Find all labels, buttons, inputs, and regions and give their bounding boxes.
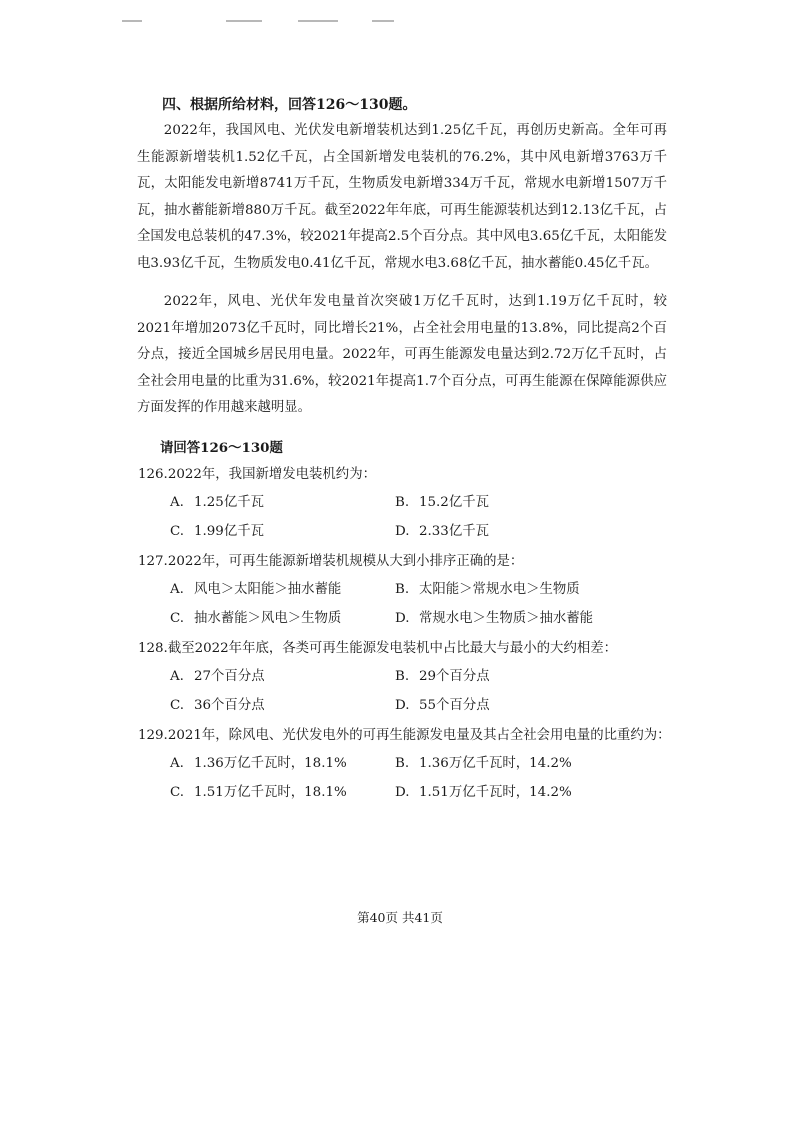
option-b[interactable] [395,754,572,774]
question-text: 截至2022年年底，各类可再生能源发电装机中占比最大与最小的大约相差： [167,641,618,656]
option-c[interactable] [170,696,265,716]
question-128 [138,639,678,723]
option-letter: A. [170,669,184,684]
option-text: 抽水蓄能＞风电＞生物质 [194,611,342,626]
question-stem [138,726,678,746]
option-text: 27个百分点 [194,669,265,684]
option-text: 2.33亿千瓦 [419,524,489,539]
question-text: 2021年，除风电、光伏发电外的可再生能源发电量及其占全社会用电量的比重约为： [167,728,671,743]
option-text: 15.2亿千瓦 [419,495,489,510]
question-text: 2022年，我国新增发电装机约为： [167,467,376,482]
option-letter: D. [395,698,410,713]
option-letter: C. [170,698,185,713]
option-text: 太阳能＞常规水电＞生物质 [419,582,580,597]
option-text: 1.25亿千瓦 [194,495,264,510]
option-text: 29个百分点 [419,669,490,684]
option-list [138,667,678,723]
material-paragraph-1: 2022年，我国风电、光伏发电新增装机达到1.25亿千瓦，再创历史新高。全年可再生能源新增装机1.52亿千瓦，占全国新增发电装机的76.2%，其中风电新增3763万千瓦，太阳能发电新增8741万千瓦，生物质发电新增334万千瓦，常规水电新增1507万千瓦，抽水蓄能新增880万千瓦。截至2022年年底，可再生能源装机达到12.13亿千瓦，占全国发电总装机的47.3%，较2021年提高2.5个百分点。其中风电3.65亿千瓦，太阳能发电3.93亿千瓦，生物质发电0.41亿千瓦，常规水电3.68亿千瓦，抽水蓄能0.45亿千瓦。 [137,123,667,271]
question-126 [138,465,678,549]
option-letter: A. [170,495,184,510]
question-number: 129. [138,728,168,743]
page-number-footer: 第40页 共41页 [357,910,443,925]
option-letter: C. [170,524,185,539]
option-a[interactable] [170,580,341,600]
option-b[interactable] [395,580,580,600]
scan-artifact [372,20,394,22]
option-text: 1.51万亿千瓦时，18.1% [194,785,347,800]
option-letter: D. [395,611,410,626]
question-number: 128. [138,641,168,656]
option-text: 36个百分点 [194,698,265,713]
option-text: 常规水电＞生物质＞抽水蓄能 [419,611,594,626]
option-c[interactable] [170,783,347,803]
option-letter: D. [395,785,410,800]
option-d[interactable] [395,783,572,803]
option-letter: D. [395,524,410,539]
questions-prompt: 请回答126～130题 [160,440,283,456]
option-a[interactable] [170,493,264,513]
question-stem [138,552,678,572]
option-letter: C. [170,785,185,800]
option-text: 55个百分点 [419,698,490,713]
option-a[interactable] [170,754,347,774]
question-number: 127. [138,554,168,569]
option-text: 1.36万亿千瓦时，18.1% [194,756,347,771]
option-a[interactable] [170,667,265,687]
option-letter: B. [395,495,410,510]
option-list [138,493,678,549]
question-text: 2022年，可再生能源新增装机规模从大到小排序正确的是： [167,554,524,569]
option-c[interactable] [170,609,341,629]
option-d[interactable] [395,609,593,629]
option-text: 1.99亿千瓦 [194,524,264,539]
option-letter: B. [395,669,410,684]
option-text: 风电＞太阳能＞抽水蓄能 [194,582,342,597]
option-list [138,754,678,810]
scan-artifact [298,20,338,22]
question-number: 126. [138,467,168,482]
question-127 [138,552,678,636]
question-129 [138,726,678,810]
option-letter: A. [170,582,184,597]
option-text: 1.51万亿千瓦时，14.2% [419,785,572,800]
material-paragraph-2: 2022年，风电、光伏年发电量首次突破1万亿千瓦时，达到1.19万亿千瓦时，较2021年增加2073亿千瓦时，同比增长21%，占全社会用电量的13.8%，同比提高2个百分点，接近全国城乡居民用电量。2022年，可再生能源发电量达到2.72万亿千瓦时，占全社会用电量的比重为31.6%，较2021年提高1.7个百分点，可再生能源在保障能源供应方面发挥的作用越来越明显。 [137,294,667,415]
option-b[interactable] [395,493,489,513]
option-c[interactable] [170,522,264,542]
section-title: 四、根据所给材料，回答126～130题。 [162,97,417,113]
scan-artifact [122,20,142,22]
option-list [138,580,678,636]
option-letter: C. [170,611,185,626]
option-d[interactable] [395,522,489,542]
question-stem [138,465,678,485]
option-text: 1.36万亿千瓦时，14.2% [419,756,572,771]
question-stem [138,639,678,659]
option-letter: B. [395,582,410,597]
scan-artifact [226,20,262,22]
option-letter: B. [395,756,410,771]
option-b[interactable] [395,667,490,687]
option-letter: A. [170,756,184,771]
option-d[interactable] [395,696,490,716]
